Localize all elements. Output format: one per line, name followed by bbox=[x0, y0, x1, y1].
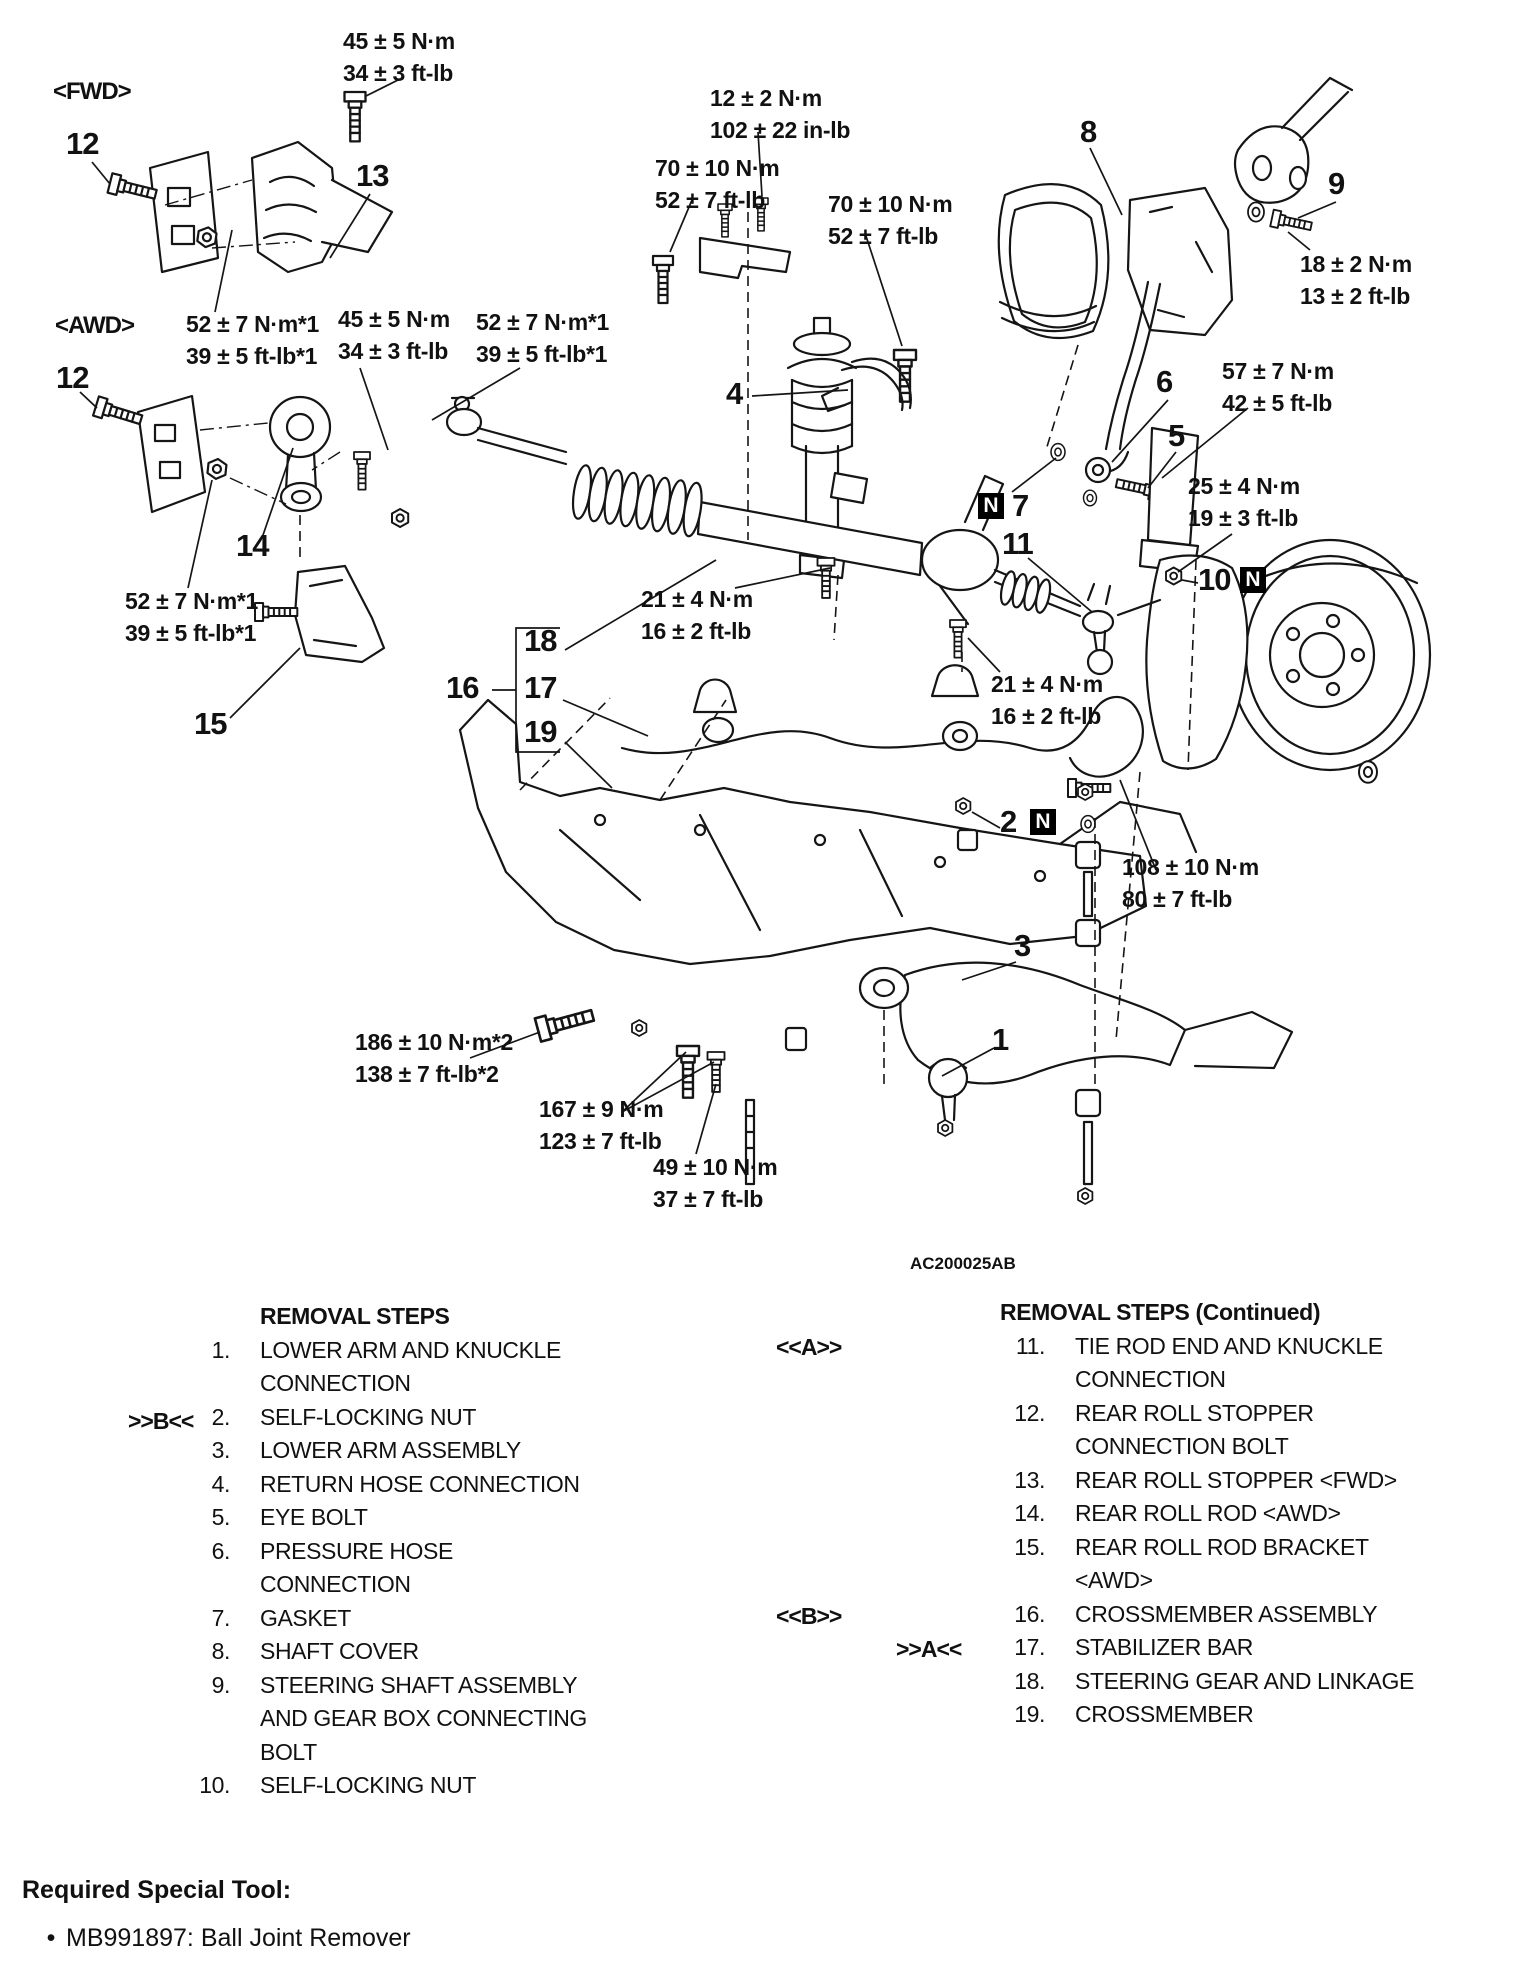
special-tool-item: • MB991897: Ball Joint Remover bbox=[36, 1924, 411, 1953]
shaft-cover-drawing bbox=[999, 78, 1352, 338]
special-tool-title: Required Special Tool: bbox=[22, 1876, 292, 1904]
step-row: CONNECTION BOLT bbox=[1075, 1433, 1289, 1459]
torque-label: 49 ± 10 N·m 37 ± 7 ft-lb bbox=[653, 1154, 778, 1212]
fwd-tag: <FWD> bbox=[53, 78, 131, 105]
callout-6: 6 bbox=[1156, 364, 1173, 399]
torque-label: 18 ± 2 N·m 13 ± 2 ft-lb bbox=[1300, 251, 1412, 309]
marker-b-in: <<B>> bbox=[776, 1603, 842, 1629]
step-row: 3. LOWER ARM ASSEMBLY bbox=[211, 1437, 521, 1463]
callout-2: 2 bbox=[1000, 804, 1017, 839]
step-row: 5. EYE BOLT bbox=[211, 1504, 368, 1530]
callout-1: 1 bbox=[992, 1022, 1009, 1057]
step-row: 2. SELF-LOCKING NUT bbox=[211, 1403, 476, 1430]
step-row: 12. REAR ROLL STOPPER bbox=[1014, 1399, 1314, 1426]
torque-label: 12 ± 2 N·m 102 ± 22 in-lb bbox=[710, 85, 851, 143]
removal-steps-continued-title: REMOVAL STEPS (Continued) bbox=[1000, 1299, 1321, 1325]
callout-18: 18 bbox=[524, 623, 557, 658]
step-row: 4. RETURN HOSE CONNECTION bbox=[211, 1470, 580, 1497]
callout-19: 19 bbox=[524, 714, 557, 749]
step-row: 13. REAR ROLL STOPPER <FWD> bbox=[1014, 1466, 1397, 1493]
torque-label: 45 ± 5 N·m 34 ± 3 ft-lb bbox=[338, 306, 450, 364]
torque-label: 167 ± 9 N·m 123 ± 7 ft-lb bbox=[539, 1096, 664, 1154]
self-locking-nut-marker: N bbox=[978, 493, 1004, 519]
callout-15: 15 bbox=[194, 706, 227, 741]
callout-12-fwd: 12 bbox=[66, 126, 99, 161]
figure-code: AC200025AB bbox=[910, 1254, 1016, 1273]
step-row: 7. GASKET bbox=[211, 1604, 351, 1631]
self-locking-nut-marker: N bbox=[1030, 809, 1056, 835]
step-row: 6. PRESSURE HOSE bbox=[211, 1537, 453, 1564]
step-row: 8. SHAFT COVER bbox=[211, 1638, 419, 1664]
step-row: CONNECTION bbox=[1075, 1366, 1226, 1392]
torque-label: 25 ± 4 N·m 19 ± 3 ft-lb bbox=[1188, 473, 1300, 531]
callout-14: 14 bbox=[236, 528, 269, 563]
callout-9: 9 bbox=[1328, 166, 1345, 201]
torque-label: 57 ± 7 N·m 42 ± 5 ft-lb bbox=[1222, 358, 1334, 416]
step-row: CONNECTION bbox=[260, 1370, 411, 1396]
awd-tag: <AWD> bbox=[55, 312, 135, 339]
step-row: 16. CROSSMEMBER ASSEMBLY bbox=[1014, 1600, 1378, 1627]
removal-steps-right bbox=[945, 1296, 1414, 1732]
torque-label: 21 ± 4 N·m 16 ± 2 ft-lb bbox=[641, 586, 753, 644]
callout-8: 8 bbox=[1080, 114, 1097, 149]
step-row: 14. REAR ROLL ROD <AWD> bbox=[1014, 1500, 1341, 1526]
marker-a-in: <<A>> bbox=[776, 1334, 842, 1360]
step-row: CONNECTION bbox=[260, 1571, 411, 1597]
step-row: 10. SELF-LOCKING NUT bbox=[199, 1772, 476, 1798]
torque-label: 108 ± 10 N·m 80 ± 7 ft-lb bbox=[1122, 854, 1259, 912]
callout-17: 17 bbox=[524, 670, 557, 705]
callout-4: 4 bbox=[726, 376, 743, 411]
step-row: <AWD> bbox=[1075, 1567, 1153, 1593]
torque-label: 70 ± 10 N·m 52 ± 7 ft-lb bbox=[828, 191, 953, 249]
callout-12-awd: 12 bbox=[56, 360, 89, 395]
step-row: 17. STABILIZER BAR bbox=[1014, 1634, 1254, 1660]
step-row: 9. STEERING SHAFT ASSEMBLY bbox=[211, 1671, 578, 1698]
marker-b-out: >>B<< bbox=[128, 1408, 194, 1434]
callout-5: 5 bbox=[1168, 418, 1185, 453]
step-row: 19. CROSSMEMBER bbox=[1014, 1701, 1254, 1727]
step-row: 18. STEERING GEAR AND LINKAGE bbox=[1014, 1667, 1414, 1694]
torque-label: 52 ± 7 N·m*1 39 ± 5 ft-lb*1 bbox=[476, 309, 610, 367]
removal-steps-title: REMOVAL STEPS bbox=[260, 1303, 450, 1329]
torque-label: 186 ± 10 N·m*2 138 ± 7 ft-lb*2 bbox=[355, 1029, 514, 1087]
bullet-icon: • bbox=[46, 1924, 56, 1952]
callout-7: 7 bbox=[1012, 488, 1029, 523]
torque-label: 21 ± 4 N·m 16 ± 2 ft-lb bbox=[991, 671, 1103, 729]
torque-label: 45 ± 5 N·m 34 ± 3 ft-lb bbox=[343, 28, 455, 86]
callout-16: 16 bbox=[446, 670, 479, 705]
torque-label: 70 ± 10 N·m 52 ± 7 ft-lb bbox=[655, 155, 780, 213]
self-locking-nut-marker: N bbox=[1240, 567, 1266, 593]
step-row: 11. TIE ROD END AND KNUCKLE bbox=[1015, 1332, 1383, 1359]
torque-label: 52 ± 7 N·m*1 39 ± 5 ft-lb*1 bbox=[125, 588, 259, 646]
callout-11: 11 bbox=[1002, 526, 1033, 561]
callout-10: 10 bbox=[1198, 562, 1231, 597]
callout-3: 3 bbox=[1014, 928, 1031, 963]
callout-13: 13 bbox=[356, 158, 389, 193]
torque-label: 52 ± 7 N·m*1 39 ± 5 ft-lb*1 bbox=[186, 311, 320, 369]
step-row: 1. LOWER ARM AND KNUCKLE bbox=[211, 1336, 561, 1363]
step-row: AND GEAR BOX CONNECTING bbox=[260, 1705, 587, 1731]
step-row: 15. REAR ROLL ROD BRACKET bbox=[1014, 1533, 1369, 1560]
step-row: BOLT bbox=[260, 1738, 317, 1765]
marker-a-out: >>A<< bbox=[896, 1636, 962, 1662]
removal-steps-left bbox=[150, 1300, 587, 1803]
